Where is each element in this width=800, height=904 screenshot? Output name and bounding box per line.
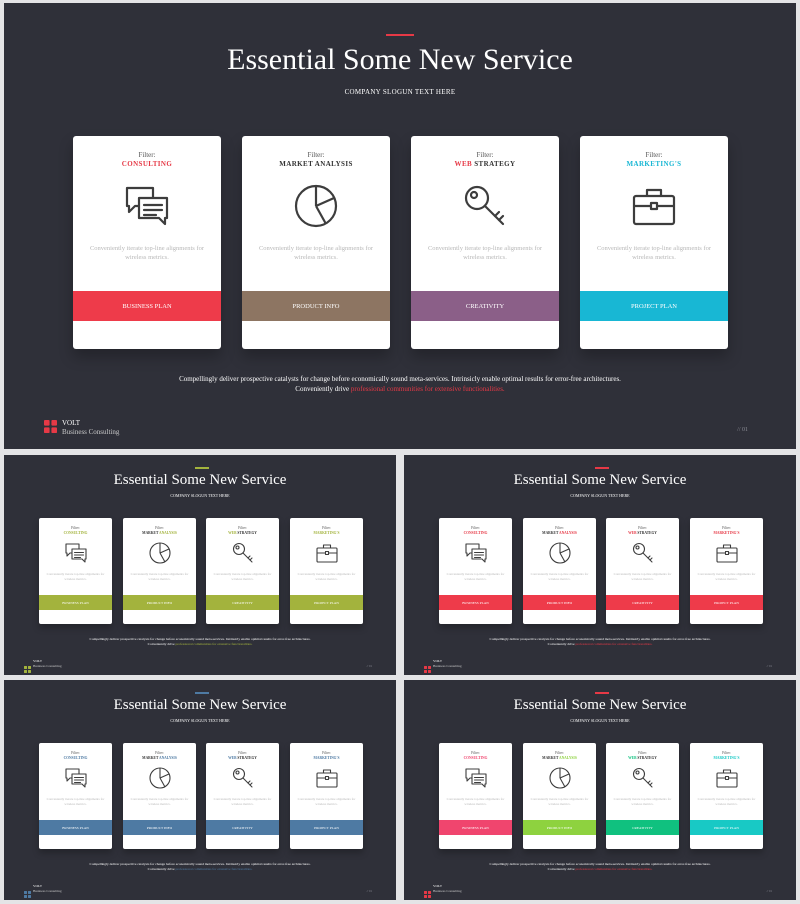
card-description: Conveniently iterate top-line alignments for wireless metrics. bbox=[446, 797, 505, 806]
title-accent-bar bbox=[595, 467, 609, 469]
card-band-label: BUSINESS PLAN bbox=[62, 600, 89, 605]
card-category-word-2: CONSULTING bbox=[121, 160, 173, 168]
bottom-description bbox=[44, 862, 356, 872]
card-description: Conveniently iterate top-line alignments for wireless metrics. bbox=[130, 797, 189, 806]
service-card[interactable] bbox=[580, 136, 728, 349]
card-category-word-2: MARKETING'S bbox=[713, 755, 740, 760]
card-band-label: PRODUCT INFO bbox=[546, 825, 573, 830]
card-category-word-1: MARKET bbox=[142, 530, 159, 535]
card-description: Conveniently iterate top-line alignments for wireless metrics. bbox=[427, 245, 543, 261]
card-band-label: PROJECT PLAN bbox=[314, 825, 339, 830]
card-filter-label: Filter: bbox=[722, 751, 731, 755]
card-category-word-2: ANALYSIS bbox=[314, 160, 353, 168]
card-band-label: BUSINESS PLAN bbox=[62, 825, 89, 830]
slide-title: Essential Some New Service bbox=[513, 472, 687, 488]
pie-chart-icon bbox=[548, 766, 572, 790]
card-band-label: CREATIVITY bbox=[232, 825, 253, 830]
card-category-word-2: STRATEGY bbox=[237, 530, 257, 535]
card-description: Conveniently iterate top-line alignments for wireless metrics. bbox=[258, 245, 374, 261]
card-band-label: CREATIVITY bbox=[632, 825, 653, 830]
brand-name: VOLT bbox=[33, 884, 43, 888]
card-category-band[interactable] bbox=[690, 820, 763, 835]
card-filter-label: Filter: bbox=[638, 751, 647, 755]
card-category bbox=[39, 756, 112, 760]
brand-name: VOLT bbox=[433, 884, 443, 888]
card-filter-label: Filter: bbox=[307, 151, 325, 159]
brand-block bbox=[433, 659, 462, 668]
service-card[interactable] bbox=[123, 743, 196, 849]
card-category-word-2: CONSULTING bbox=[463, 755, 488, 760]
card-category-word-1: WEB bbox=[628, 755, 637, 760]
card-band-label: BUSINESS PLAN bbox=[122, 302, 172, 310]
slide-title: Essential Some New Service bbox=[113, 472, 287, 488]
card-description: Conveniently iterate top-line alignments for wireless metrics. bbox=[446, 572, 505, 581]
card-filter-label: Filter: bbox=[476, 151, 494, 159]
card-filter-label: Filter: bbox=[238, 751, 247, 755]
card-category-word-2: STRATEGY bbox=[474, 160, 516, 168]
slide-variant-red[interactable] bbox=[404, 455, 796, 675]
card-category-word-1: MARKET bbox=[542, 755, 559, 760]
card-category-band[interactable] bbox=[606, 820, 679, 835]
card-category-band[interactable] bbox=[606, 595, 679, 610]
card-category bbox=[206, 756, 279, 760]
card-category-band[interactable] bbox=[39, 820, 112, 835]
card-band-label: BUSINESS PLAN bbox=[462, 600, 489, 605]
title-accent-bar bbox=[195, 467, 209, 469]
card-filter-label: Filter: bbox=[471, 751, 480, 755]
service-card[interactable] bbox=[606, 743, 679, 849]
key-icon bbox=[231, 541, 255, 565]
brand-block bbox=[433, 884, 462, 893]
card-category-band[interactable] bbox=[206, 820, 279, 835]
card-category bbox=[606, 756, 679, 760]
service-card[interactable] bbox=[290, 743, 363, 849]
bottom-description bbox=[444, 637, 756, 647]
page-number: // 01 bbox=[737, 427, 748, 433]
company-slogan: COMPANY SLOGUN TEXT HERE bbox=[170, 493, 230, 498]
slide-title: Essential Some New Service bbox=[113, 697, 287, 713]
card-category-band[interactable] bbox=[242, 291, 390, 321]
card-category-band[interactable] bbox=[580, 291, 728, 321]
briefcase-icon bbox=[630, 182, 678, 230]
bottom-text-line-1: Compellingly deliver prospective catalysts for change before economically sound meta-services. Intrinsicly enable optimal results for error-free architectures. bbox=[89, 862, 311, 866]
card-category-band[interactable] bbox=[290, 820, 363, 835]
bottom-text-line-2: Conveniently drive bbox=[547, 642, 575, 646]
card-category-word-2: CONSULTING bbox=[63, 755, 88, 760]
card-band-label: PRODUCT INFO bbox=[292, 302, 340, 310]
card-description: Conveniently iterate top-line alignments for wireless metrics. bbox=[297, 797, 356, 806]
card-description: Conveniently iterate top-line alignments for wireless metrics. bbox=[89, 245, 205, 261]
service-card[interactable] bbox=[39, 743, 112, 849]
card-category bbox=[123, 531, 196, 535]
card-category bbox=[411, 160, 559, 168]
card-category-word-1: MARKET bbox=[142, 755, 159, 760]
card-band-label: CREATIVITY bbox=[632, 600, 653, 605]
bottom-description bbox=[124, 374, 676, 394]
card-category bbox=[290, 531, 363, 535]
brand-tagline: Business Consulting bbox=[433, 663, 462, 668]
card-filter-label: Filter: bbox=[138, 151, 156, 159]
bottom-text-line-1: Compellingly deliver prospective catalysts for change before economically sound meta-services. Intrinsicly enable optimal results for error-free architectures. bbox=[489, 637, 711, 641]
service-card[interactable] bbox=[439, 518, 512, 624]
card-filter-label: Filter: bbox=[555, 526, 564, 530]
card-filter-label: Filter: bbox=[71, 751, 80, 755]
service-card[interactable] bbox=[523, 743, 596, 849]
card-band-label: PROJECT PLAN bbox=[714, 600, 739, 605]
card-category-band[interactable] bbox=[206, 595, 279, 610]
card-band-label: PROJECT PLAN bbox=[714, 825, 739, 830]
card-category-word-2: MARKETING'S bbox=[626, 160, 682, 168]
service-card[interactable] bbox=[290, 518, 363, 624]
card-category bbox=[39, 531, 112, 535]
service-card[interactable] bbox=[690, 518, 763, 624]
card-filter-label: Filter: bbox=[722, 526, 731, 530]
card-category bbox=[206, 531, 279, 535]
brand-tagline: Business Consulting bbox=[33, 663, 62, 668]
card-description: Conveniently iterate top-line alignments for wireless metrics. bbox=[297, 572, 356, 581]
service-card[interactable] bbox=[39, 518, 112, 624]
card-description: Conveniently iterate top-line alignments for wireless metrics. bbox=[697, 572, 756, 581]
page-number: // 01 bbox=[766, 889, 772, 893]
page-number: // 01 bbox=[366, 889, 372, 893]
bottom-text-highlight: professional communities for extensive functionalities. bbox=[175, 867, 253, 871]
slide-title: Essential Some New Service bbox=[227, 43, 573, 76]
card-category-word-2: ANALYSIS bbox=[558, 755, 577, 760]
company-slogan: COMPANY SLOGUN TEXT HERE bbox=[344, 88, 456, 96]
pie-chart-icon bbox=[148, 541, 172, 565]
brand-tagline: Business Consulting bbox=[433, 888, 462, 893]
page-number: // 01 bbox=[366, 664, 372, 668]
card-category bbox=[439, 531, 512, 535]
service-card[interactable] bbox=[242, 136, 390, 349]
card-category-word-1: WEB bbox=[228, 755, 237, 760]
card-band-label: BUSINESS PLAN bbox=[462, 825, 489, 830]
card-category-word-2: STRATEGY bbox=[637, 755, 657, 760]
card-category bbox=[290, 756, 363, 760]
pie-chart-icon bbox=[292, 182, 340, 230]
slide-title: Essential Some New Service bbox=[513, 697, 687, 713]
card-category-word-2: ANALYSIS bbox=[158, 530, 177, 535]
card-category bbox=[580, 160, 728, 168]
card-filter-label: Filter: bbox=[638, 526, 647, 530]
key-icon bbox=[631, 766, 655, 790]
chat-bubbles-icon bbox=[464, 766, 488, 790]
card-description: Conveniently iterate top-line alignments for wireless metrics. bbox=[46, 797, 105, 806]
company-slogan: COMPANY SLOGUN TEXT HERE bbox=[570, 718, 630, 723]
card-description: Conveniently iterate top-line alignments for wireless metrics. bbox=[213, 797, 272, 806]
card-category bbox=[690, 756, 763, 760]
briefcase-icon bbox=[715, 766, 739, 790]
card-category-band[interactable] bbox=[73, 291, 221, 321]
card-category-word-2: MARKETING'S bbox=[313, 530, 340, 535]
brand-tagline: Business Consulting bbox=[62, 428, 120, 436]
slide-variant-olive[interactable] bbox=[4, 455, 396, 675]
card-category-word-2: ANALYSIS bbox=[158, 755, 177, 760]
bottom-text-line-2: Conveniently drive bbox=[547, 867, 575, 871]
card-category bbox=[242, 160, 390, 168]
service-card[interactable] bbox=[73, 136, 221, 349]
bottom-text-highlight: professional communities for extensive functionalities. bbox=[575, 642, 653, 646]
service-card[interactable] bbox=[206, 518, 279, 624]
title-accent-bar bbox=[595, 692, 609, 694]
service-card[interactable] bbox=[606, 518, 679, 624]
service-card[interactable] bbox=[690, 743, 763, 849]
slide-variant-blue[interactable] bbox=[4, 680, 396, 900]
card-description: Conveniently iterate top-line alignments for wireless metrics. bbox=[530, 797, 589, 806]
service-card[interactable] bbox=[439, 743, 512, 849]
card-filter-label: Filter: bbox=[71, 526, 80, 530]
card-filter-label: Filter: bbox=[645, 151, 663, 159]
card-category-word-2: ANALYSIS bbox=[558, 530, 577, 535]
brand-name: VOLT bbox=[62, 419, 81, 427]
title-accent-bar bbox=[386, 34, 414, 36]
card-category-band[interactable] bbox=[123, 820, 196, 835]
briefcase-icon bbox=[315, 541, 339, 565]
card-description: Conveniently iterate top-line alignments for wireless metrics. bbox=[46, 572, 105, 581]
service-card[interactable] bbox=[523, 518, 596, 624]
card-description: Conveniently iterate top-line alignments for wireless metrics. bbox=[613, 572, 672, 581]
card-category bbox=[606, 531, 679, 535]
bottom-text-highlight: professional communities for extensive functionalities. bbox=[575, 867, 653, 871]
volt-logo-icon bbox=[424, 885, 431, 892]
card-category-band[interactable] bbox=[439, 820, 512, 835]
card-description: Conveniently iterate top-line alignments for wireless metrics. bbox=[130, 572, 189, 581]
card-category-band[interactable] bbox=[123, 595, 196, 610]
card-filter-label: Filter: bbox=[555, 751, 564, 755]
bottom-description bbox=[444, 862, 756, 872]
card-category-band[interactable] bbox=[290, 595, 363, 610]
chat-bubbles-icon bbox=[64, 541, 88, 565]
card-category-word-1: MARKET bbox=[542, 530, 559, 535]
chat-bubbles-icon bbox=[64, 766, 88, 790]
pie-chart-icon bbox=[548, 541, 572, 565]
bottom-text-line-1: Compellingly deliver prospective catalysts for change before economically sound meta-services. Intrinsicly enable optimal results for error-free architectures. bbox=[489, 862, 711, 866]
card-band-label: PROJECT PLAN bbox=[314, 600, 339, 605]
card-category-band[interactable] bbox=[523, 820, 596, 835]
card-category-band[interactable] bbox=[39, 595, 112, 610]
bottom-text-highlight: professional communities for extensive functionalities. bbox=[175, 642, 253, 646]
card-category bbox=[439, 756, 512, 760]
card-band-label: PRODUCT INFO bbox=[146, 825, 173, 830]
card-band-label: PROJECT PLAN bbox=[631, 302, 677, 310]
brand-name: VOLT bbox=[433, 659, 443, 663]
card-category-band[interactable] bbox=[690, 595, 763, 610]
card-category bbox=[523, 531, 596, 535]
bottom-text-line-2: Conveniently drive bbox=[295, 385, 350, 393]
chat-bubbles-icon bbox=[123, 182, 171, 230]
brand-tagline: Business Consulting bbox=[33, 888, 62, 893]
card-band-label: CREATIVITY bbox=[465, 302, 505, 310]
service-card[interactable] bbox=[206, 743, 279, 849]
key-icon bbox=[461, 182, 509, 230]
card-category-word-2: CONSULTING bbox=[463, 530, 488, 535]
bottom-description bbox=[44, 637, 356, 647]
brand-block bbox=[33, 659, 62, 668]
card-description: Conveniently iterate top-line alignments for wireless metrics. bbox=[596, 245, 712, 261]
bottom-text-line-2: Conveniently drive bbox=[147, 867, 175, 871]
volt-logo-icon bbox=[24, 885, 31, 892]
card-category-band[interactable] bbox=[411, 291, 559, 321]
volt-logo-icon bbox=[424, 660, 431, 667]
card-category bbox=[123, 756, 196, 760]
card-description: Conveniently iterate top-line alignments for wireless metrics. bbox=[613, 797, 672, 806]
card-filter-label: Filter: bbox=[238, 526, 247, 530]
brand-name: VOLT bbox=[33, 659, 43, 663]
service-card[interactable] bbox=[411, 136, 559, 349]
card-description: Conveniently iterate top-line alignments for wireless metrics. bbox=[697, 797, 756, 806]
pie-chart-icon bbox=[148, 766, 172, 790]
card-category-band[interactable] bbox=[523, 595, 596, 610]
bottom-text-line-1: Compellingly deliver prospective catalysts for change before economically sound meta-services. Intrinsicly enable optimal results for error-free architectures. bbox=[89, 637, 311, 641]
card-category-word-2: MARKETING'S bbox=[313, 755, 340, 760]
card-category bbox=[73, 160, 221, 168]
card-category-word-1: WEB bbox=[454, 160, 473, 168]
card-category-word-2: MARKETING'S bbox=[713, 530, 740, 535]
card-category-word-1: WEB bbox=[628, 530, 637, 535]
card-category-word-2: CONSULTING bbox=[63, 530, 88, 535]
card-category-band[interactable] bbox=[439, 595, 512, 610]
bottom-text-highlight: professional communities for extensive functionalities. bbox=[350, 385, 505, 393]
slide-main[interactable] bbox=[4, 3, 796, 449]
card-band-label: PRODUCT INFO bbox=[546, 600, 573, 605]
title-accent-bar bbox=[195, 692, 209, 694]
key-icon bbox=[231, 766, 255, 790]
card-category bbox=[523, 756, 596, 760]
card-category-word-2: STRATEGY bbox=[237, 755, 257, 760]
key-icon bbox=[631, 541, 655, 565]
chat-bubbles-icon bbox=[464, 541, 488, 565]
card-filter-label: Filter: bbox=[322, 751, 331, 755]
volt-logo-icon bbox=[24, 660, 31, 667]
brand-block bbox=[62, 419, 119, 437]
card-filter-label: Filter: bbox=[471, 526, 480, 530]
card-category bbox=[690, 531, 763, 535]
brand-block bbox=[33, 884, 62, 893]
card-category-word-2: STRATEGY bbox=[637, 530, 657, 535]
company-slogan: COMPANY SLOGUN TEXT HERE bbox=[170, 718, 230, 723]
card-filter-label: Filter: bbox=[155, 526, 164, 530]
slide-variant-pink-green-teal-cyan[interactable] bbox=[404, 680, 796, 900]
volt-logo-icon bbox=[44, 420, 57, 433]
card-band-label: PRODUCT INFO bbox=[146, 600, 173, 605]
card-description: Conveniently iterate top-line alignments for wireless metrics. bbox=[530, 572, 589, 581]
card-description: Conveniently iterate top-line alignments for wireless metrics. bbox=[213, 572, 272, 581]
card-band-label: CREATIVITY bbox=[232, 600, 253, 605]
service-card[interactable] bbox=[123, 518, 196, 624]
briefcase-icon bbox=[715, 541, 739, 565]
bottom-text-line-1: Compellingly deliver prospective catalysts for change before economically sound meta-services. Intrinsicly enable optimal results for error-free architectures. bbox=[179, 375, 621, 383]
page-number: // 01 bbox=[766, 664, 772, 668]
card-category-word-1: MARKET bbox=[279, 160, 314, 168]
card-filter-label: Filter: bbox=[322, 526, 331, 530]
bottom-text-line-2: Conveniently drive bbox=[147, 642, 175, 646]
company-slogan: COMPANY SLOGUN TEXT HERE bbox=[570, 493, 630, 498]
card-category-word-1: WEB bbox=[228, 530, 237, 535]
briefcase-icon bbox=[315, 766, 339, 790]
card-filter-label: Filter: bbox=[155, 751, 164, 755]
